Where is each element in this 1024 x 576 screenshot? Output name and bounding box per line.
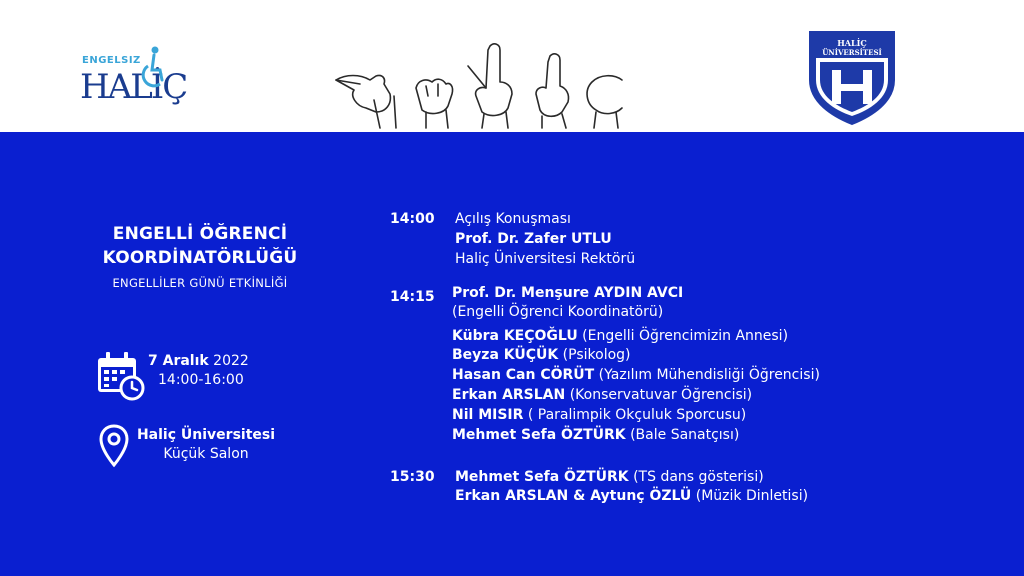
organizer-block (30, 222, 370, 290)
slot-1-title: Açılış Konuşması (455, 211, 571, 227)
calendar-clock-icon (96, 350, 146, 402)
org-line-1: ENGELLİ ÖĞRENCİ (112, 224, 288, 244)
wheelchair-icon (140, 44, 164, 96)
performance-row: Erkan ARSLAN & Aytunç ÖZLÜ (Müzik Dinletisi) (455, 488, 809, 504)
event-year: 2022 (208, 353, 249, 369)
time-slot-2: 14:15 (390, 289, 435, 305)
speaker-row: Hasan Can CÖRÜT (Yazılım Mühendisliği Öğrencisi) (452, 367, 820, 383)
event-hours: 14:00-16:00 (158, 372, 244, 388)
venue-name: Haliç Üniversitesi (136, 427, 276, 443)
time-slot-1: 14:00 (390, 211, 435, 227)
speaker-row: Prof. Dr. Menşure AYDIN AVCI (452, 285, 684, 301)
speaker-row: Beyza KÜÇÜK (Psikolog) (452, 347, 631, 363)
time-slot-3: 15:30 (390, 469, 435, 485)
date-time-block (148, 352, 249, 390)
sign-language-hands-illustration (330, 36, 630, 132)
logo-top-text: ENGELSIZ (82, 55, 141, 66)
org-line-2: KOORDİNATÖRLÜĞÜ (102, 248, 298, 268)
event-name: ENGELLİLER GÜNÜ ETKİNLİĞİ (112, 276, 288, 290)
engelsiz-halic-logo (78, 44, 187, 107)
location-block (134, 426, 278, 464)
venue-room: Küçük Salon (163, 446, 249, 462)
shield-title: HALİÇ (837, 38, 867, 48)
speaker-row: Mehmet Sefa ÖZTÜRK (Bale Sanatçısı) (452, 427, 740, 443)
header-area (0, 0, 1024, 132)
slot-1-role: Haliç Üniversitesi Rektörü (455, 251, 636, 267)
shield-subtitle: ÜNİVERSİTESİ (822, 48, 882, 57)
speaker-row: Erkan ARSLAN (Konservatuvar Öğrencisi) (452, 387, 753, 403)
speaker-row: Kübra KEÇOĞLU (Engelli Öğrencimizin Annesi) (452, 328, 789, 344)
logo-main-text: HALİÇ (80, 67, 187, 107)
performance-row: Mehmet Sefa ÖZTÜRK (TS dans gösterisi) (455, 469, 764, 485)
slot-1-speaker: Prof. Dr. Zafer UTLU (455, 231, 612, 247)
event-date: 7 Aralık (148, 353, 209, 369)
speaker-row: Nil MISIR ( Paralimpik Okçuluk Sporcusu) (452, 407, 747, 423)
location-pin-icon (98, 424, 130, 468)
speaker-row: (Engelli Öğrenci Koordinatörü) (452, 304, 664, 320)
schedule (390, 210, 950, 510)
